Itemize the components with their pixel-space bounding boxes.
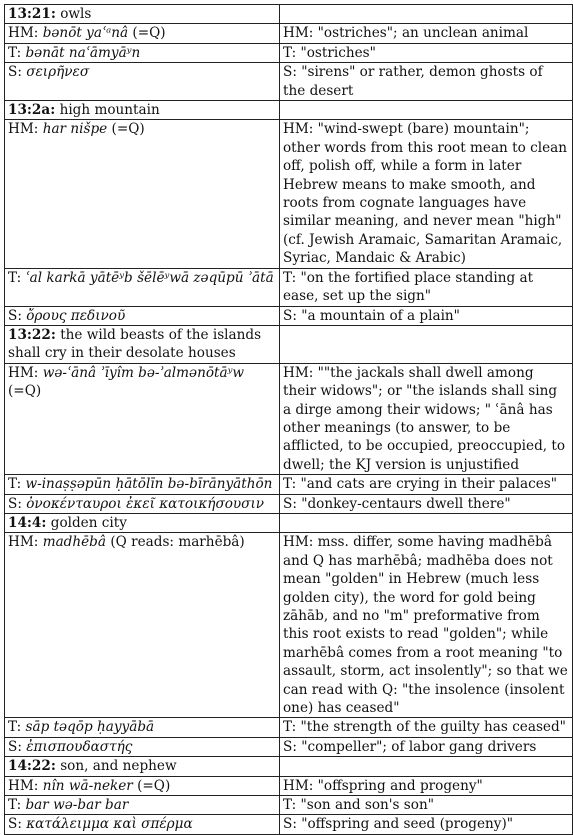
gloss-row	[5, 363, 573, 474]
source-note: (=Q)	[8, 383, 42, 400]
source-reading	[5, 718, 280, 737]
source-label: HM:	[8, 534, 43, 551]
gloss-row	[5, 718, 573, 737]
entry-title: high mountain	[59, 102, 160, 119]
gloss-row	[5, 776, 573, 795]
gloss-row	[5, 306, 573, 325]
entry-reference: 13:21:	[8, 6, 56, 22]
source-text: bənāt naʿāmyāʸn	[25, 44, 141, 61]
source-reading	[5, 796, 280, 815]
entry-heading	[5, 5, 280, 24]
source-reading	[5, 43, 280, 62]
translation-note: HM: "offspring and progeny"	[280, 776, 573, 795]
source-label: T:	[8, 44, 26, 61]
entry-heading-row	[5, 325, 573, 363]
source-text: ὄρους πεδινοῦ	[26, 307, 126, 324]
entry-heading-blank	[280, 101, 573, 120]
source-reading	[5, 24, 280, 43]
source-text: ἐπισπουδαστής	[26, 738, 133, 755]
entry-heading-blank	[280, 513, 573, 532]
entry-title: golden city	[50, 514, 127, 531]
source-label: S:	[8, 307, 27, 324]
source-note: (=Q)	[132, 777, 171, 794]
gloss-row	[5, 533, 573, 718]
source-label: HM:	[8, 121, 43, 138]
source-text: bənōt yaʿᵃnâ	[42, 25, 129, 42]
translation-note: S: "compeller"; of labor gang drivers	[280, 737, 573, 756]
source-reading	[5, 737, 280, 756]
gloss-row	[5, 494, 573, 513]
entry-heading	[5, 325, 280, 363]
source-label: T:	[8, 797, 26, 814]
entry-heading	[5, 101, 280, 120]
source-note: (Q reads: marhēbâ)	[106, 534, 245, 551]
gloss-row	[5, 815, 573, 834]
gloss-row	[5, 63, 573, 101]
gloss-row	[5, 24, 573, 43]
translation-note: S: "offspring and seed (progeny)"	[280, 815, 573, 834]
source-reading	[5, 475, 280, 494]
source-text: w-inaṣṣəpūn ḥātōlīn bə-bīrānyāthōn	[25, 476, 273, 493]
source-text: ʿal karkā yātēʸb šēlēʸwā zəqūpū ʾātā	[25, 269, 274, 286]
source-note: (=Q)	[107, 121, 145, 138]
entry-reference: 14:22:	[8, 758, 56, 775]
source-label: S:	[8, 495, 27, 512]
translation-note: T: "son and son's son"	[280, 796, 573, 815]
entry-heading	[5, 757, 280, 776]
source-label: HM:	[8, 777, 43, 794]
source-label: T:	[8, 719, 26, 736]
source-reading	[5, 776, 280, 795]
source-label: T:	[8, 476, 26, 493]
source-text: sāp təqōp ḥayyābā	[25, 719, 155, 736]
source-reading	[5, 533, 280, 718]
entry-reference: 13:22:	[8, 326, 56, 343]
source-reading	[5, 306, 280, 325]
source-label: S:	[8, 816, 27, 833]
source-text: madhēbâ	[42, 534, 106, 551]
entry-heading-blank	[280, 5, 573, 24]
gloss-row	[5, 796, 573, 815]
source-text: κατάλειμμα καὶ σπέρμα	[26, 816, 193, 833]
source-reading	[5, 363, 280, 474]
source-text: wə-ʿānâ ʾīyîm bə-ʾalmənōtāʸw	[42, 364, 245, 381]
entry-heading	[5, 513, 280, 532]
gloss-row	[5, 268, 573, 306]
gloss-row	[5, 43, 573, 62]
entry-heading-row	[5, 5, 573, 24]
gloss-row	[5, 475, 573, 494]
source-label: S:	[8, 738, 27, 755]
gloss-row	[5, 120, 573, 268]
entry-title: owls	[60, 6, 92, 22]
source-text: bar wə-bar bar	[25, 797, 129, 814]
gloss-table	[4, 4, 573, 835]
translation-note: S: "donkey-centaurs dwell there"	[280, 494, 573, 513]
entry-heading-row	[5, 757, 573, 776]
source-text: σειρῆνεσ	[26, 64, 90, 81]
source-reading	[5, 120, 280, 268]
gloss-row	[5, 737, 573, 756]
source-reading	[5, 494, 280, 513]
translation-note: HM: "wind-swept (bare) mountain"; other words from this root mean to clean off, polish off, while a form in later Hebrew means to make smooth, and roots from cognate languages have similar meaning, and never mean "high" (cf. Jewish Aramaic, Samaritan Aramaic, Syriac, Mandaic & Arabic)	[280, 120, 573, 268]
translation-note: HM: mss. differ, some having madhēbâ and Q has marhēbâ; madhēba does not mean "golden" in Hebrew (much less golden city), the word for gold being zāhāb, and no "m" preformative from this root exists to read "golden"; while marhēbâ comes from a root meaning "to assault, storm, act insolently"; so that we can read with Q: "the insolence (insolent one) has ceased"	[280, 533, 573, 718]
entry-heading-blank	[280, 325, 573, 363]
entry-title: the wild beasts of the islands shall cry in their desolate houses	[8, 326, 262, 362]
source-reading	[5, 815, 280, 834]
source-label: HM:	[8, 25, 43, 42]
translation-note: T: "the strength of the guilty has ceased"	[280, 718, 573, 737]
source-note: (=Q)	[128, 25, 166, 42]
source-reading	[5, 268, 280, 306]
entry-title: son, and nephew	[60, 758, 177, 775]
entry-reference: 13:2a:	[8, 102, 56, 119]
translation-note: S: "sirens" or rather, demon ghosts of the desert	[280, 63, 573, 101]
translation-note: T: "on the fortified place standing at ease, set up the sign"	[280, 268, 573, 306]
gloss-table-body	[5, 5, 573, 835]
source-text: nîn wā-neker	[42, 777, 133, 794]
source-text: ὀνοκένταυροι ἐκεῖ κατοικήσουσιν	[26, 495, 265, 512]
translation-note: HM: ""the jackals shall dwell among their widows"; or "the islands shall sing a dirge among their widows; " ʿānâ has other meanings (to answer, to be afflicted, to be occupied, preoccupied, to dwell; the KJ version is unjustified	[280, 363, 573, 474]
source-label: HM:	[8, 364, 43, 381]
translation-note: S: "a mountain of a plain"	[280, 306, 573, 325]
source-reading	[5, 63, 280, 101]
source-text: har nišpe	[42, 121, 108, 138]
entry-heading-row	[5, 101, 573, 120]
translation-note: T: "and cats are crying in their palaces"	[280, 475, 573, 494]
entry-heading-blank	[280, 757, 573, 776]
source-label: S:	[8, 64, 27, 81]
source-label: T:	[8, 269, 26, 286]
translation-note: T: "ostriches"	[280, 43, 573, 62]
entry-reference: 14:4:	[8, 514, 47, 531]
entry-heading-row	[5, 513, 573, 532]
translation-note: HM: "ostriches"; an unclean animal	[280, 24, 573, 43]
